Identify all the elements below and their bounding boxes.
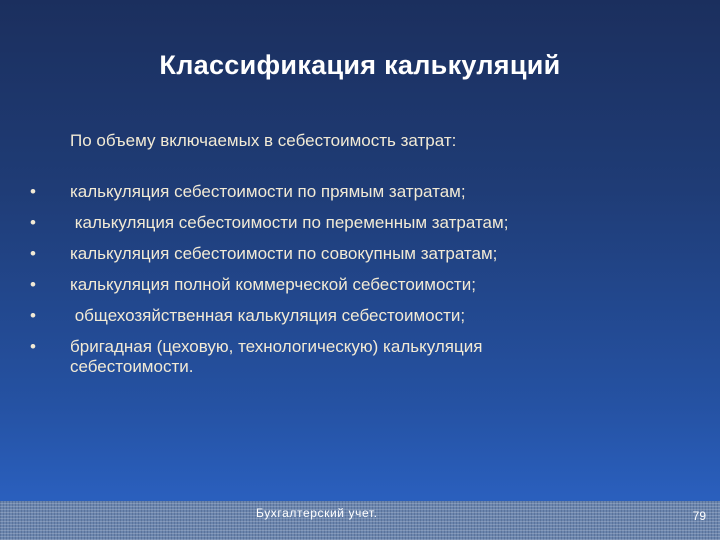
footer-text: Бухгалтерский учет. xyxy=(256,506,378,520)
bullet-icon: • xyxy=(30,275,36,294)
bullet-text: общехозяйственная калькуляция себестоимости; xyxy=(70,306,466,325)
bullet-text: калькуляция себестоимости по прямым затратам; xyxy=(70,182,466,201)
bullet-text: калькуляция себестоимости по совокупным затратам; xyxy=(70,244,498,263)
slide-title: Классификация калькуляций xyxy=(159,50,561,80)
bullet-icon: • xyxy=(30,182,36,201)
bullet-text: калькуляция себестоимости по переменным затратам; xyxy=(70,213,509,232)
bullet-icon: • xyxy=(30,337,36,356)
bullet-text: бригадная (цеховую, технологическую) калькуляция себестоимости. xyxy=(70,337,483,376)
list-item xyxy=(30,213,680,233)
list-item xyxy=(30,275,680,295)
bullet-list xyxy=(30,182,680,388)
bullet-icon: • xyxy=(30,244,36,263)
bullet-icon: • xyxy=(30,213,36,232)
list-item xyxy=(30,182,680,202)
page-number: 79 xyxy=(692,509,706,523)
list-item xyxy=(30,337,590,377)
bullet-icon: • xyxy=(30,306,36,325)
bullet-text: калькуляция полной коммерческой себестоимости; xyxy=(70,275,476,294)
intro-text: По объему включаемых в себестоимость затрат: xyxy=(70,131,457,150)
list-item xyxy=(30,306,680,326)
list-item xyxy=(30,244,680,264)
